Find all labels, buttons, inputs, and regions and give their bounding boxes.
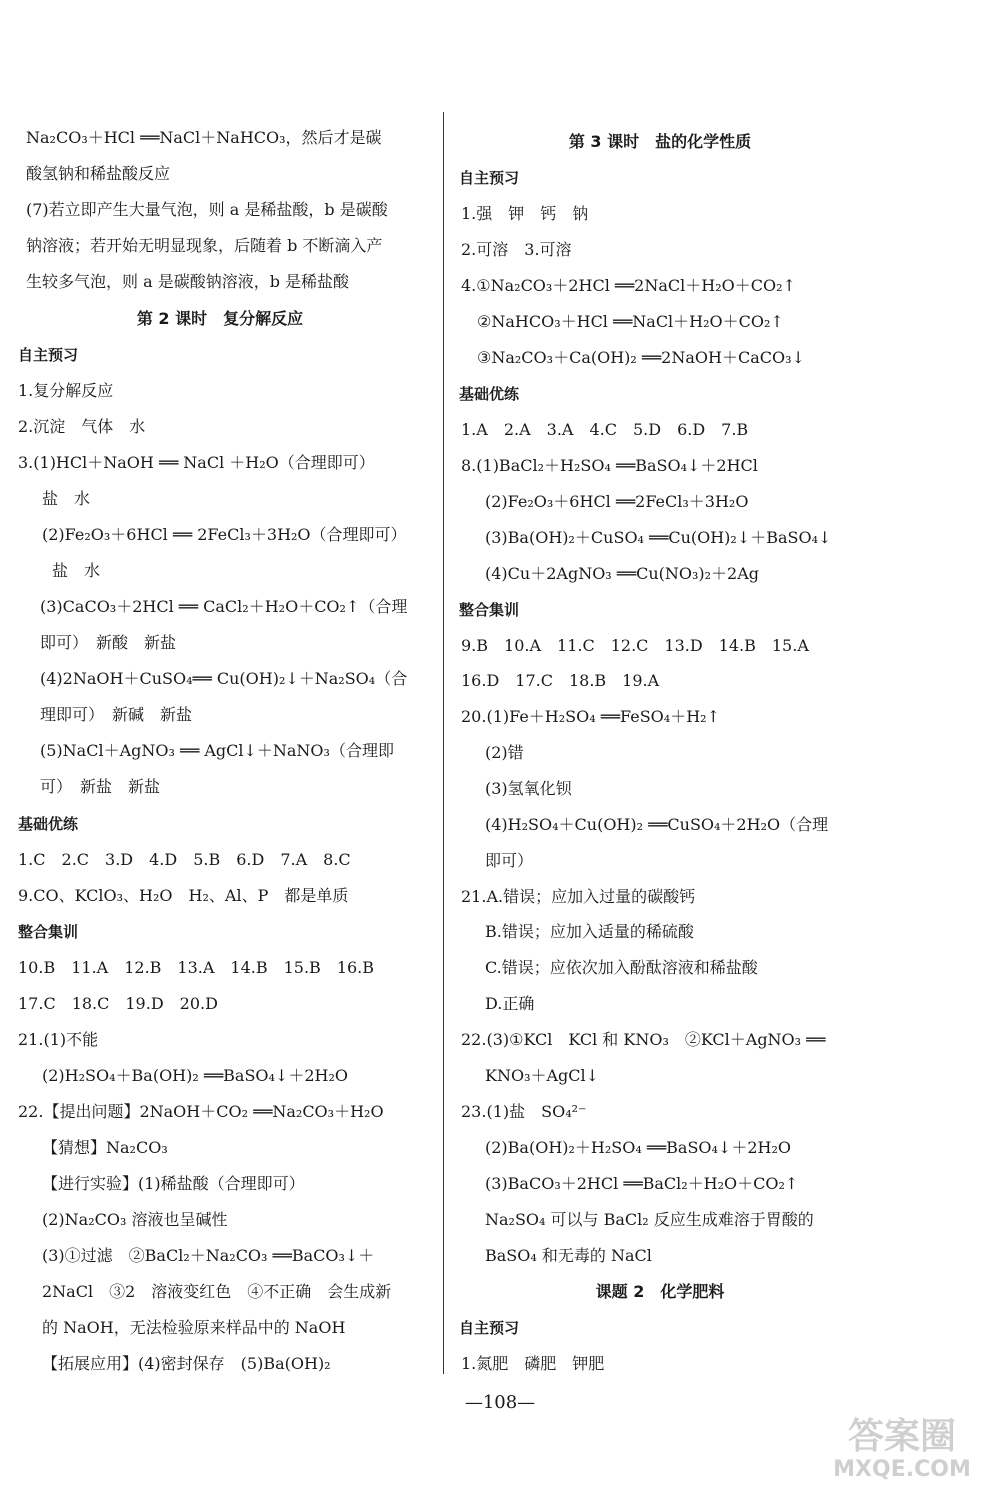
right-text-line: 16.D 17.C 18.B 19.A [461, 671, 660, 690]
right-text-line: (2)Ba(OH)₂＋H₂SO₄ ══BaSO₄↓＋2H₂O [485, 1138, 792, 1157]
right-lesson-heading: 课题 2 化学肥料 [595, 1282, 725, 1301]
left-section-heading: 整合集训 [18, 923, 79, 941]
left-text-line: 钠溶液；若开始无明显现象，后随着 b 不断滴入产 [26, 236, 383, 255]
column-divider [443, 112, 444, 1374]
left-text-line: 生较多气泡，则 a 是碳酸钠溶液，b 是稀盐酸 [26, 272, 350, 291]
left-text-line: (7)若立即产生大量气泡，则 a 是稀盐酸，b 是碳酸 [26, 200, 388, 219]
left-text-line: 9.CO、KClO₃、H₂O H₂、Al、P 都是单质 [18, 886, 349, 905]
left-text-line: 盐 水 [42, 489, 91, 508]
page-number: —108— [464, 1392, 536, 1413]
right-text-line: BaSO₄ 和无毒的 NaCl [485, 1246, 652, 1265]
right-text-line: 1.强 钾 钙 钠 [461, 204, 589, 223]
right-text-line: 1.氮肥 磷肥 钾肥 [461, 1354, 605, 1373]
right-text-line: KNO₃＋AgCl↓ [485, 1066, 600, 1085]
right-section-heading: 整合集训 [459, 601, 520, 619]
left-text-line: (4)2NaOH＋CuSO₄══ Cu(OH)₂↓＋Na₂SO₄（合 [40, 669, 408, 688]
right-lesson-heading: 第 3 课时 盐的化学性质 [568, 132, 752, 151]
left-text-line: Na₂CO₃＋HCl ══NaCl＋NaHCO₃，然后才是碳 [26, 128, 382, 147]
right-text-line: 22.(3)①KCl KCl 和 KNO₃ ②KCl＋AgNO₃ ══ [461, 1030, 826, 1049]
watermark-url: MXQE.COM [833, 1457, 971, 1482]
left-text-line: 21.(1)不能 [18, 1030, 99, 1049]
left-text-line: 1.C 2.C 3.D 4.D 5.B 6.D 7.A 8.C [18, 850, 351, 869]
right-text-line: (4)H₂SO₄＋Cu(OH)₂ ══CuSO₄＋2H₂O（合理 [485, 815, 829, 834]
left-text-line: (2)H₂SO₄＋Ba(OH)₂ ══BaSO₄↓＋2H₂O [42, 1066, 349, 1085]
right-text-line: (3)BaCO₃＋2HCl ══BaCl₂＋H₂O＋CO₂↑ [485, 1174, 799, 1193]
left-text-line: 2.沉淀 气体 水 [18, 417, 146, 436]
watermark-logo [810, 1410, 1000, 1482]
left-text-line: 盐 水 [52, 561, 101, 580]
right-text-line: ③Na₂CO₃＋Ca(OH)₂ ══2NaOH＋CaCO₃↓ [477, 348, 805, 367]
left-text-line: 【拓展应用】(4)密封保存 (5)Ba(OH)₂ [42, 1354, 331, 1373]
left-text-line: 的 NaOH，无法检验原来样品中的 NaOH [42, 1318, 346, 1337]
left-text-line: (5)NaCl＋AgNO₃ ══ AgCl↓＋NaNO₃（合理即 [40, 741, 394, 760]
right-text-line: Na₂SO₄ 可以与 BaCl₂ 反应生成难溶于胃酸的 [485, 1210, 814, 1229]
right-text-line: (3)Ba(OH)₂＋CuSO₄ ══Cu(OH)₂↓＋BaSO₄↓ [485, 528, 832, 547]
right-text-line: 2.可溶 3.可溶 [461, 240, 572, 259]
right-text-line: C.错误；应依次加入酚酞溶液和稀盐酸 [485, 958, 758, 977]
right-text-line: 21.A.错误；应加入过量的碳酸钙 [461, 887, 696, 906]
left-text-line: (3)①过滤 ②BaCl₂＋Na₂CO₃ ══BaCO₃↓＋ [42, 1246, 375, 1265]
right-text-line: B.错误；应加入适量的稀硫酸 [485, 922, 694, 941]
left-text-line: 理即可） 新碱 新盐 [40, 705, 193, 724]
left-text-line: 酸氢钠和稀盐酸反应 [26, 164, 171, 183]
left-text-line: (3)CaCO₃＋2HCl ══ CaCl₂＋H₂O＋CO₂↑（合理 [40, 597, 408, 616]
right-section-heading: 基础优练 [459, 385, 520, 403]
right-text-line: 即可） [485, 851, 534, 870]
left-text-line: 22.【提出问题】2NaOH＋CO₂ ══Na₂CO₃＋H₂O [18, 1102, 384, 1121]
right-text-line: (4)Cu＋2AgNO₃ ══Cu(NO₃)₂＋2Ag [485, 564, 760, 583]
right-text-line: 1.A 2.A 3.A 4.C 5.D 6.D 7.B [461, 420, 749, 439]
left-section-heading: 基础优练 [18, 815, 79, 833]
left-text-line: 【猜想】Na₂CO₃ [42, 1138, 168, 1157]
right-text-line: 20.(1)Fe＋H₂SO₄ ══FeSO₄＋H₂↑ [461, 707, 720, 726]
left-text-line: 1.复分解反应 [18, 381, 114, 400]
left-text-line: 【进行实验】(1)稀盐酸（合理即可） [42, 1174, 305, 1193]
right-text-line: (3)氢氧化钡 [485, 779, 572, 798]
left-text-line: 2NaCl ③2 溶液变红色 ④不正确 会生成新 [42, 1282, 392, 1301]
right-text-line: 4.①Na₂CO₃＋2HCl ══2NaCl＋H₂O＋CO₂↑ [461, 276, 796, 295]
right-text-line: 9.B 10.A 11.C 12.C 13.D 14.B 15.A [461, 636, 809, 655]
right-text-line: 23.(1)盐 SO₄²⁻ [461, 1102, 587, 1121]
left-text-line: (2)Na₂CO₃ 溶液也呈碱性 [42, 1210, 228, 1229]
right-text-line: D.正确 [485, 994, 535, 1013]
right-section-heading: 自主预习 [459, 169, 520, 187]
right-text-line: ②NaHCO₃＋HCl ══NaCl＋H₂O＋CO₂↑ [477, 312, 784, 331]
left-text-line: 3.(1)HCl＋NaOH ══ NaCl ＋H₂O（合理即可） [18, 453, 375, 472]
right-text-line: (2)Fe₂O₃＋6HCl ══2FeCl₃＋3H₂O [485, 492, 749, 511]
right-section-heading: 自主预习 [459, 1319, 520, 1337]
right-text-line: 8.(1)BaCl₂＋H₂SO₄ ══BaSO₄↓＋2HCl [461, 456, 758, 475]
left-text-line: (2)Fe₂O₃＋6HCl ══ 2FeCl₃＋3H₂O（合理即可） [42, 525, 407, 544]
left-text-line: 即可） 新酸 新盐 [40, 633, 177, 652]
left-text-line: 17.C 18.C 19.D 20.D [18, 994, 218, 1013]
watermark-title: 答案圈 [847, 1416, 957, 1457]
left-text-line: 可） 新盐 新盐 [40, 777, 161, 796]
right-text-line: (2)错 [485, 743, 524, 762]
left-text-line: 10.B 11.A 12.B 13.A 14.B 15.B 16.B [18, 958, 375, 977]
left-lesson-heading: 第 2 课时 复分解反应 [136, 309, 304, 328]
left-section-heading: 自主预习 [18, 346, 79, 364]
